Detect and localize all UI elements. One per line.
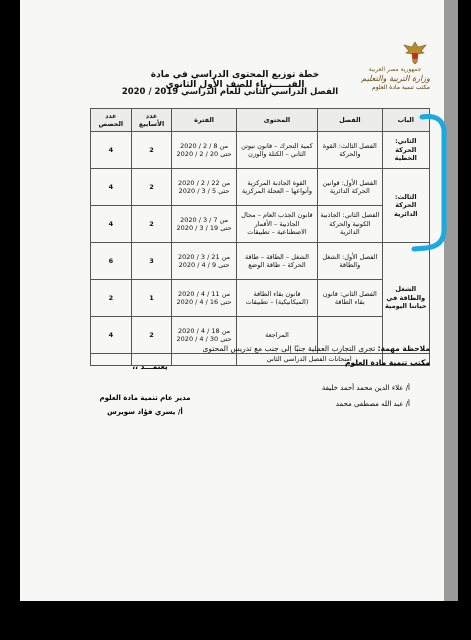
cell-content: الشغل – الطاقة – طاقة الحركة – طاقة الوضع [236, 243, 317, 280]
office-title: مكتب تنمية مادة العلوم [345, 358, 430, 367]
cell-weeks: 3 [131, 243, 172, 280]
cell-fasl: الفصل الثاني: الجاذبية الكونية والحركة الدائرية [318, 206, 382, 243]
period-from: من 18 / 4 / 2020 [178, 326, 231, 335]
cell-weeks: 2 [131, 132, 172, 169]
period-to: حتى 20 / 2 / 2020 [176, 150, 232, 158]
header-fasl: الفصل [318, 109, 382, 132]
cell-content: القوة الجاذبة المركزية وأنواعها – العجلة المركزية [236, 169, 317, 206]
period-to: حتى 5 / 3 / 2020 [178, 187, 230, 195]
logo-office: مكتب تنمية مادة العلوم [372, 84, 430, 91]
period-from: من 7 / 3 / 2020 [180, 215, 229, 224]
annotation-bracket-icon [20, 0, 458, 601]
logo-country: جمهورية مصر العربية [368, 66, 422, 73]
cell-weeks: 1 [131, 280, 172, 317]
approve-label: يعتمـــد ،، [132, 362, 168, 371]
annotation-stroke [414, 117, 444, 249]
note-label: ملاحظة مهمة: [377, 344, 430, 353]
cell-bab: الشغل والطاقة في حياتنا اليومية [382, 243, 429, 354]
cell-content: قانون الجذب العام – مجال الجاذبية – الأقمار الاصطناعية – تطبيقات [236, 206, 317, 243]
office-member: أ/ علاء الدين محمد أحمد خليفة [321, 384, 410, 392]
document-subtitle: الفصل الدراسي الثاني للعام الدراسي 2019 / 2020 [121, 87, 339, 97]
cell-classes: 4 [91, 132, 132, 169]
cell-weeks: 2 [131, 169, 172, 206]
cell-classes: 4 [91, 317, 132, 354]
period-from: من 21 / 3 / 2020 [178, 252, 231, 261]
document-title: خطة توزيع المحتوى الدراسي في مادة الفيـــــزياء للصف الأول الثانوي [150, 70, 320, 90]
cell-bab: الثالث: الحركة الدائرية [382, 169, 429, 243]
cell-classes: 6 [91, 243, 132, 280]
period-from: من 8 / 2 / 2020 [180, 141, 229, 150]
cell-classes: 4 [91, 206, 132, 243]
cell-exam: امتحانات الفصل الدراسي الثاني [236, 354, 382, 366]
period-to: حتى 30 / 4 / 2020 [176, 335, 232, 343]
cell-content: قانون بقاء الطاقة (الميكانيكية) – تطبيقات [236, 280, 317, 317]
cell-content: المراجعة [236, 317, 317, 354]
cell-classes: 2 [91, 280, 132, 317]
general-manager-title: مدير عام تنمية مادة العلوم [99, 394, 191, 402]
header-content: المحتوى [236, 109, 317, 132]
cell-bab: الثاني: الحركة الخطية [382, 132, 429, 169]
period-to: حتى 16 / 4 / 2020 [176, 298, 232, 306]
cell-classes: 4 [91, 169, 132, 206]
period-to: حتى 9 / 4 / 2020 [178, 261, 230, 269]
period-from: من 11 / 4 / 2020 [178, 289, 231, 298]
period-to: حتى 19 / 3 / 2020 [176, 224, 232, 232]
cell-fasl: الفصل الثالث: القوة والحركة [318, 132, 382, 169]
header-weeks: عدد الأسابيع [131, 109, 172, 132]
cell-content: كمية التحرك – قانون نيوتن الثاني – الكتلة والوزن [236, 132, 317, 169]
document-page [20, 0, 458, 601]
note-text: تجرى التجارب العملية جنبًا إلى جنب مع تدريس المحتوى [202, 344, 376, 353]
cell-fasl: الفصل الأول: الشغل والطاقة [318, 243, 382, 280]
header-classes: عدد الحصص [91, 109, 132, 132]
cell-weeks: 2 [131, 206, 172, 243]
header-period: الفترة [172, 109, 236, 132]
period-from: من 22 / 2 / 2020 [178, 178, 231, 187]
logo-ministry: وزارة التربية والتعليم [361, 74, 430, 83]
header-bab: الباب [382, 109, 429, 132]
cell-weeks: 2 [131, 317, 172, 354]
general-manager-name: أ/ يسري فؤاد سويرس [107, 408, 183, 416]
cell-fasl: الفصل الثاني: قانون بقاء الطاقة [318, 280, 382, 317]
office-member: أ/ عبد الله مصطفى محمد [335, 400, 410, 408]
screen-bottom-bar [0, 601, 471, 640]
cell-fasl: الفصل الأول: قوانين الحركة الدائرية [318, 169, 382, 206]
